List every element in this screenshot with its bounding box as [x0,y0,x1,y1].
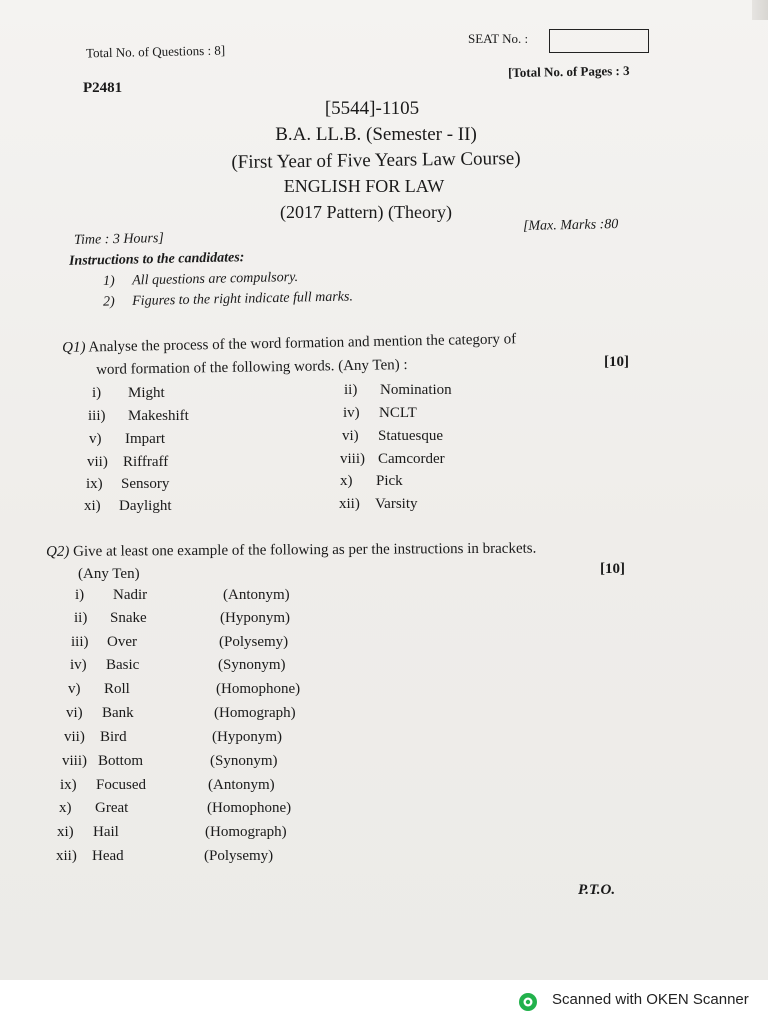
course-subtitle: (First Year of Five Years Law Course) [231,147,521,174]
item-number: i) [75,587,85,603]
instruction-1 [103,270,298,290]
item-number: viii) [62,753,87,769]
list-item [75,587,290,604]
item-number: vii) [87,454,108,470]
question-2-line-1 [46,539,536,562]
item-number: iii) [71,634,89,650]
list-item [66,705,296,722]
list-item [86,476,169,493]
page-corner-fold [752,0,768,20]
item-number: vi) [66,705,83,721]
item-type: (Synonym) [218,657,286,673]
item-word: Basic [106,657,140,673]
paper-title-code: [5544]-1105 [324,98,420,119]
list-item [340,451,445,468]
seat-no-box[interactable] [549,29,649,53]
item-type: (Hyponym) [220,610,290,626]
list-item [68,681,300,698]
paper-code: P2481 [83,80,123,96]
item-number: i) [92,385,102,401]
item-word: NCLT [379,405,417,421]
question-2-line-2: (Any Ten) [78,566,140,582]
item-word: Snake [110,610,147,626]
item-word: Nadir [113,587,148,603]
course-title: B.A. LL.B. (Semester - II) [275,124,477,145]
item-number: iii) [88,408,106,424]
instructions-heading: Instructions to the candidates: [68,250,245,269]
item-word: Camcorder [378,451,445,467]
instruction-text: All questions are compulsory. [132,269,299,289]
question-1-label: Q1) [62,339,86,356]
item-type: (Synonym) [210,753,278,769]
list-item [88,408,189,425]
question-1-text: Analyse the process of the word formation and mention the category of [88,331,517,356]
list-item [84,498,172,515]
item-number: ii) [344,382,358,398]
list-item [343,405,417,422]
item-number: v) [68,681,81,697]
item-number: xi) [57,824,74,840]
item-type: (Hyponym) [212,729,282,745]
item-word: Bank [102,705,134,721]
total-questions: Total No. of Questions : 8] [85,42,226,61]
list-item [89,431,165,448]
item-word: Head [92,848,124,864]
item-word: Riffraff [123,454,169,470]
total-pages: [Total No. of Pages : 3 [507,62,630,81]
question-2-label: Q2) [46,543,70,560]
item-number: ix) [86,476,103,492]
item-word: Varsity [375,496,418,512]
list-item [57,824,287,841]
item-number: xii) [339,496,360,512]
item-word: Sensory [121,476,170,492]
item-word: Over [107,634,137,650]
item-word: Might [128,385,165,401]
instruction-number: 1) [102,273,115,290]
list-item [342,428,443,445]
item-type: (Homograph) [214,705,296,721]
item-number: ix) [60,777,77,793]
item-number: xi) [84,498,101,514]
item-type: (Homograph) [205,824,287,840]
list-item [74,610,290,627]
item-number: iv) [70,657,87,673]
item-number: viii) [340,451,365,467]
item-word: Great [95,800,129,816]
item-number: x) [59,800,72,816]
item-number: ii) [74,610,88,626]
item-word: Hail [93,824,119,840]
list-item [64,729,282,746]
question-1-line-1 [62,329,516,358]
question-1-line-2: word formation of the following words. (Any Ten) : [96,357,408,378]
list-item [87,454,168,471]
item-word: Focused [96,777,146,793]
instruction-number: 2) [102,294,115,310]
item-number: vi) [342,428,359,444]
pto-label: P.T.O. [578,882,616,898]
list-item [60,777,275,794]
item-word: Daylight [119,498,172,514]
item-type: (Homophone) [207,800,292,816]
list-item [344,382,452,399]
item-word: Makeshift [128,408,189,424]
item-type: (Polysemy) [219,634,289,650]
item-number: xii) [56,848,77,864]
item-type: (Antonym) [208,777,275,793]
item-word: Statuesque [378,428,443,444]
item-type: (Antonym) [223,587,290,603]
item-word: Pick [376,473,403,489]
item-word: Roll [104,681,130,697]
item-word: Bird [100,729,127,745]
max-marks: [Max. Marks :80 [522,217,619,234]
item-number: x) [340,473,353,489]
item-number: iv) [343,405,360,421]
item-number: v) [89,431,102,447]
item-type: (Polysemy) [204,848,274,864]
question-2-text: Give at least one example of the following as per the instructions in brackets. [73,540,537,560]
list-item [62,753,278,770]
subject-title: ENGLISH FOR LAW [283,176,445,196]
question-1-marks: [10] [604,354,629,370]
oken-scanner-logo-icon [518,992,538,1012]
pattern-title: (2017 Pattern) (Theory) [280,202,452,222]
list-item [70,657,286,674]
item-word: Nomination [380,382,452,398]
list-item [339,496,418,513]
seat-no-label: SEAT No. : [468,31,529,46]
item-word: Bottom [98,753,144,769]
question-2-marks: [10] [600,561,625,577]
item-type: (Homophone) [216,681,301,697]
item-word: Impart [125,431,165,447]
item-number: vii) [64,729,85,745]
time-allowed: Time : 3 Hours] [73,231,164,248]
instruction-2 [103,289,353,310]
scanner-watermark-text: Scanned with OKEN Scanner [552,991,749,1008]
list-item [56,848,273,865]
list-item [71,634,288,651]
list-item [92,385,165,402]
list-item [340,473,403,490]
instruction-text: Figures to the right indicate full marks. [132,289,354,310]
list-item [59,800,291,817]
